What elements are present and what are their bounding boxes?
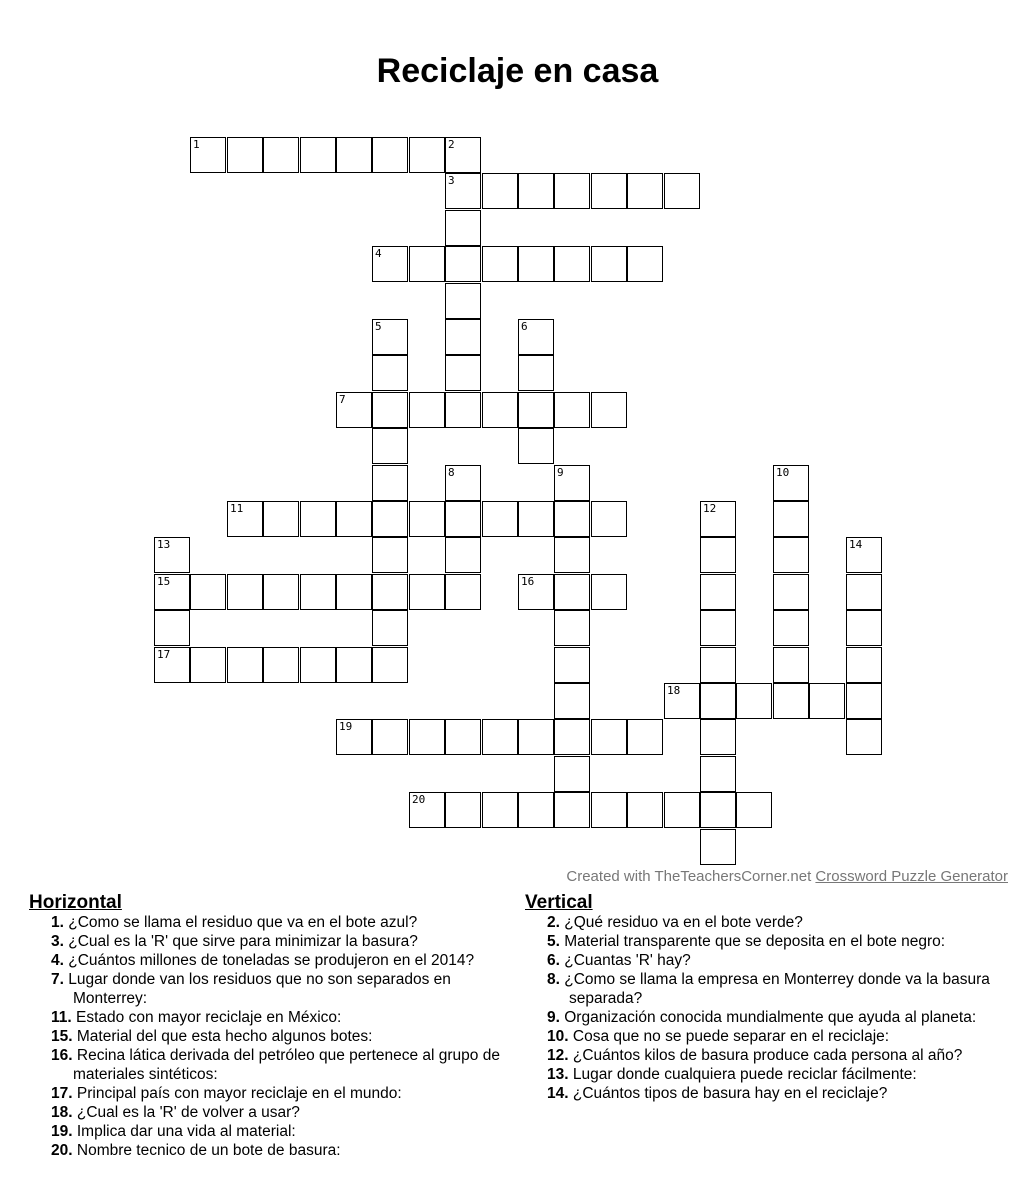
clue-text: ¿Como se llama el residuo que va en el bote azul? xyxy=(68,914,418,931)
clue-text: Cosa que no se puede separar en el reciclaje: xyxy=(572,1028,890,1045)
grid-cell[interactable] xyxy=(300,574,336,610)
clue-text: ¿Cuantas 'R' hay? xyxy=(564,952,691,969)
grid-cell[interactable] xyxy=(445,355,481,391)
grid-cell[interactable] xyxy=(554,756,590,792)
grid-cell[interactable] xyxy=(591,501,627,537)
clue-number-label: 15 xyxy=(157,575,171,588)
grid-cell[interactable] xyxy=(445,392,481,428)
grid-cell[interactable] xyxy=(554,501,590,537)
grid-cell[interactable] xyxy=(554,719,590,755)
grid-cell[interactable] xyxy=(700,756,736,792)
credit-line xyxy=(566,868,1008,885)
grid-cell[interactable] xyxy=(554,647,590,683)
generator-link[interactable]: Crossword Puzzle Generator xyxy=(815,868,1008,885)
clue-text: Estado con mayor reciclaje en México: xyxy=(76,1009,342,1026)
grid-cell[interactable] xyxy=(518,173,554,209)
grid-cell[interactable] xyxy=(518,428,554,464)
grid-cell[interactable] xyxy=(154,610,190,646)
grid-cell[interactable] xyxy=(336,392,372,428)
clue-number-label: 9 xyxy=(557,466,564,479)
grid-cell[interactable] xyxy=(773,465,809,501)
clue-number: 14. xyxy=(547,1085,569,1102)
horizontal-clue xyxy=(51,970,504,1008)
grid-cell[interactable] xyxy=(700,501,736,537)
clue-number: 9. xyxy=(547,1009,560,1026)
grid-cell[interactable] xyxy=(773,647,809,683)
clue-text: Organización conocida mundialmente que ayuda al planeta: xyxy=(564,1009,977,1026)
grid-cell[interactable] xyxy=(591,574,627,610)
clue-number-label: 17 xyxy=(157,648,171,661)
grid-cell[interactable] xyxy=(846,610,882,646)
grid-cell[interactable] xyxy=(482,719,518,755)
clue-text: Material transparente que se deposita en el bote negro: xyxy=(564,933,946,950)
grid-cell[interactable] xyxy=(372,465,408,501)
grid-cell[interactable] xyxy=(591,719,627,755)
clue-number: 4. xyxy=(51,952,64,969)
grid-cell[interactable] xyxy=(372,537,408,573)
grid-cell[interactable] xyxy=(482,246,518,282)
clue-number-label: 19 xyxy=(339,720,353,733)
grid-cell[interactable] xyxy=(445,465,481,501)
clue-number: 7. xyxy=(51,971,64,988)
vertical-clues xyxy=(525,893,995,1103)
grid-cell[interactable] xyxy=(300,647,336,683)
vertical-clue xyxy=(547,932,995,951)
grid-cell[interactable] xyxy=(591,246,627,282)
horizontal-clue xyxy=(51,951,504,970)
clue-number: 12. xyxy=(547,1047,569,1064)
vertical-clue xyxy=(547,970,995,1008)
grid-cell[interactable] xyxy=(336,719,372,755)
grid-cell[interactable] xyxy=(445,319,481,355)
grid-cell[interactable] xyxy=(518,792,554,828)
horizontal-clue xyxy=(51,1084,504,1103)
grid-cell[interactable] xyxy=(482,501,518,537)
grid-cell[interactable] xyxy=(518,355,554,391)
grid-cell[interactable] xyxy=(409,246,445,282)
grid-cell[interactable] xyxy=(409,501,445,537)
grid-cell[interactable] xyxy=(409,137,445,173)
clue-number: 15. xyxy=(51,1028,73,1045)
vertical-clue xyxy=(547,1046,995,1065)
grid-cell[interactable] xyxy=(372,501,408,537)
grid-cell[interactable] xyxy=(445,574,481,610)
clue-number: 3. xyxy=(51,933,64,950)
grid-cell[interactable] xyxy=(409,719,445,755)
clue-text: Principal país con mayor reciclaje en el mundo: xyxy=(76,1085,402,1102)
grid-cell[interactable] xyxy=(627,246,663,282)
grid-cell[interactable] xyxy=(227,501,263,537)
grid-cell[interactable] xyxy=(372,392,408,428)
grid-cell[interactable] xyxy=(190,137,226,173)
clue-number-label: 11 xyxy=(230,502,244,515)
clue-text: Material del que esta hecho algunos botes: xyxy=(76,1028,373,1045)
grid-cell[interactable] xyxy=(846,537,882,573)
clue-number: 18. xyxy=(51,1104,73,1121)
grid-cell[interactable] xyxy=(445,719,481,755)
grid-cell[interactable] xyxy=(700,610,736,646)
credit-text: Created with TheTeachersCorner.net xyxy=(566,868,812,885)
grid-cell[interactable] xyxy=(700,792,736,828)
vertical-clue xyxy=(547,1008,995,1027)
grid-cell[interactable] xyxy=(554,465,590,501)
clue-number-label: 16 xyxy=(521,575,535,588)
grid-cell[interactable] xyxy=(700,719,736,755)
horizontal-clue xyxy=(51,1141,504,1160)
clue-number-label: 5 xyxy=(375,320,382,333)
grid-cell[interactable] xyxy=(227,137,263,173)
grid-cell[interactable] xyxy=(336,137,372,173)
grid-cell[interactable] xyxy=(154,647,190,683)
horizontal-clue xyxy=(51,1027,504,1046)
grid-cell[interactable] xyxy=(700,574,736,610)
grid-cell[interactable] xyxy=(372,355,408,391)
grid-cell[interactable] xyxy=(336,647,372,683)
grid-cell[interactable] xyxy=(846,683,882,719)
grid-cell[interactable] xyxy=(336,574,372,610)
grid-cell[interactable] xyxy=(591,792,627,828)
vertical-clue xyxy=(547,1065,995,1084)
clue-text: ¿Cuántos millones de toneladas se produjeron en el 2014? xyxy=(68,952,475,969)
grid-cell[interactable] xyxy=(445,537,481,573)
grid-cell[interactable] xyxy=(627,173,663,209)
vertical-clue xyxy=(547,1084,995,1103)
grid-cell[interactable] xyxy=(700,537,736,573)
grid-cell[interactable] xyxy=(227,647,263,683)
clue-text: Implica dar una vida al material: xyxy=(76,1123,296,1140)
clue-text: Recina lática derivada del petróleo que pertenece al grupo de materiales sintéticos: xyxy=(73,1047,500,1083)
grid-cell[interactable] xyxy=(372,137,408,173)
grid-cell[interactable] xyxy=(736,683,772,719)
clue-number: 1. xyxy=(51,914,64,931)
horizontal-heading: Horizontal xyxy=(29,892,122,913)
clue-text: Nombre tecnico de un bote de basura: xyxy=(76,1142,341,1159)
grid-cell[interactable] xyxy=(554,392,590,428)
grid-cell[interactable] xyxy=(482,392,518,428)
grid-cell[interactable] xyxy=(518,392,554,428)
horizontal-clue xyxy=(51,1103,504,1122)
grid-cell[interactable] xyxy=(554,610,590,646)
grid-cell[interactable] xyxy=(518,246,554,282)
grid-cell[interactable] xyxy=(518,574,554,610)
clue-number-label: 13 xyxy=(157,538,171,551)
grid-cell[interactable] xyxy=(554,683,590,719)
clue-number: 19. xyxy=(51,1123,73,1140)
grid-cell[interactable] xyxy=(700,829,736,865)
clue-number-label: 1 xyxy=(193,138,200,151)
grid-cell[interactable] xyxy=(554,574,590,610)
grid-cell[interactable] xyxy=(773,574,809,610)
grid-cell[interactable] xyxy=(591,173,627,209)
grid-cell[interactable] xyxy=(409,574,445,610)
grid-cell[interactable] xyxy=(700,647,736,683)
horizontal-clue xyxy=(51,1046,504,1084)
grid-cell[interactable] xyxy=(190,647,226,683)
grid-cell[interactable] xyxy=(227,574,263,610)
clue-text: Lugar donde van los residuos que no son separados en Monterrey: xyxy=(68,971,451,1007)
clue-text: ¿Como se llama la empresa en Monterrey donde va la basura separada? xyxy=(564,971,990,1007)
clue-text: Lugar donde cualquiera puede reciclar fácilmente: xyxy=(572,1066,917,1083)
clue-number-label: 20 xyxy=(412,793,426,806)
clue-text: ¿Cual es la 'R' que sirve para minimizar la basura? xyxy=(68,933,418,950)
grid-cell[interactable] xyxy=(372,647,408,683)
clue-number-label: 6 xyxy=(521,320,528,333)
grid-cell[interactable] xyxy=(554,792,590,828)
clue-number-label: 10 xyxy=(776,466,790,479)
grid-cell[interactable] xyxy=(664,173,700,209)
clue-text: ¿Cual es la 'R' de volver a usar? xyxy=(76,1104,300,1121)
grid-cell[interactable] xyxy=(372,574,408,610)
grid-cell[interactable] xyxy=(846,719,882,755)
grid-cell[interactable] xyxy=(773,610,809,646)
grid-cell[interactable] xyxy=(664,683,700,719)
grid-cell[interactable] xyxy=(664,792,700,828)
clue-number-label: 18 xyxy=(667,684,681,697)
grid-cell[interactable] xyxy=(846,574,882,610)
grid-cell[interactable] xyxy=(773,683,809,719)
grid-cell[interactable] xyxy=(445,792,481,828)
horizontal-clue xyxy=(51,913,504,932)
clue-text: ¿Cuántos tipos de basura hay en el reciclaje? xyxy=(572,1085,888,1102)
clue-number: 17. xyxy=(51,1085,73,1102)
clue-number-label: 3 xyxy=(448,174,455,187)
grid-cell[interactable] xyxy=(591,392,627,428)
vertical-heading: Vertical xyxy=(525,892,593,913)
clue-number: 11. xyxy=(51,1009,72,1026)
grid-cell[interactable] xyxy=(846,647,882,683)
clue-text: ¿Cuántos kilos de basura produce cada persona al año? xyxy=(572,1047,963,1064)
vertical-clue xyxy=(547,951,995,970)
grid-cell[interactable] xyxy=(372,428,408,464)
grid-cell[interactable] xyxy=(445,501,481,537)
clue-text: ¿Qué residuo va en el bote verde? xyxy=(564,914,803,931)
grid-cell[interactable] xyxy=(300,501,336,537)
grid-cell[interactable] xyxy=(518,719,554,755)
grid-cell[interactable] xyxy=(372,719,408,755)
page-title: Reciclaje en casa xyxy=(376,52,659,90)
grid-cell[interactable] xyxy=(263,647,299,683)
clue-number-label: 8 xyxy=(448,466,455,479)
vertical-clue xyxy=(547,913,995,932)
grid-cell[interactable] xyxy=(300,137,336,173)
clue-number-label: 2 xyxy=(448,138,455,151)
clue-number-label: 14 xyxy=(849,538,863,551)
horizontal-clue xyxy=(51,932,504,951)
grid-cell[interactable] xyxy=(773,537,809,573)
grid-cell[interactable] xyxy=(263,137,299,173)
grid-cell[interactable] xyxy=(627,792,663,828)
grid-cell[interactable] xyxy=(372,610,408,646)
clue-number: 16. xyxy=(51,1047,73,1064)
grid-cell[interactable] xyxy=(554,173,590,209)
grid-cell[interactable] xyxy=(409,792,445,828)
clue-number-label: 12 xyxy=(703,502,717,515)
grid-cell[interactable] xyxy=(554,537,590,573)
grid-cell[interactable] xyxy=(154,574,190,610)
grid-cell[interactable] xyxy=(482,792,518,828)
grid-cell[interactable] xyxy=(809,683,845,719)
grid-cell[interactable] xyxy=(518,501,554,537)
grid-cell[interactable] xyxy=(190,574,226,610)
clue-number: 8. xyxy=(547,971,560,988)
clue-number-label: 4 xyxy=(375,247,382,260)
grid-cell[interactable] xyxy=(445,137,481,173)
grid-cell[interactable] xyxy=(482,173,518,209)
grid-cell[interactable] xyxy=(154,537,190,573)
clue-number: 13. xyxy=(547,1066,569,1083)
clue-number-label: 7 xyxy=(339,393,346,406)
clue-number: 10. xyxy=(547,1028,569,1045)
horizontal-clue xyxy=(51,1008,504,1027)
grid-cell[interactable] xyxy=(372,319,408,355)
clue-number: 20. xyxy=(51,1142,73,1159)
clue-number: 2. xyxy=(547,914,560,931)
grid-cell[interactable] xyxy=(736,792,772,828)
horizontal-clues xyxy=(29,893,504,1160)
grid-cell[interactable] xyxy=(336,501,372,537)
clue-number: 5. xyxy=(547,933,560,950)
grid-cell[interactable] xyxy=(372,246,408,282)
grid-cell[interactable] xyxy=(627,719,663,755)
vertical-clue xyxy=(547,1027,995,1046)
grid-cell[interactable] xyxy=(263,574,299,610)
grid-cell[interactable] xyxy=(445,246,481,282)
grid-cell[interactable] xyxy=(554,246,590,282)
grid-cell[interactable] xyxy=(773,501,809,537)
clue-number: 6. xyxy=(547,952,560,969)
horizontal-clue xyxy=(51,1122,504,1141)
grid-cell[interactable] xyxy=(445,173,481,209)
grid-cell[interactable] xyxy=(700,683,736,719)
grid-cell[interactable] xyxy=(445,210,481,246)
grid-cell[interactable] xyxy=(263,501,299,537)
grid-cell[interactable] xyxy=(409,392,445,428)
grid-cell[interactable] xyxy=(518,319,554,355)
grid-cell[interactable] xyxy=(445,283,481,319)
